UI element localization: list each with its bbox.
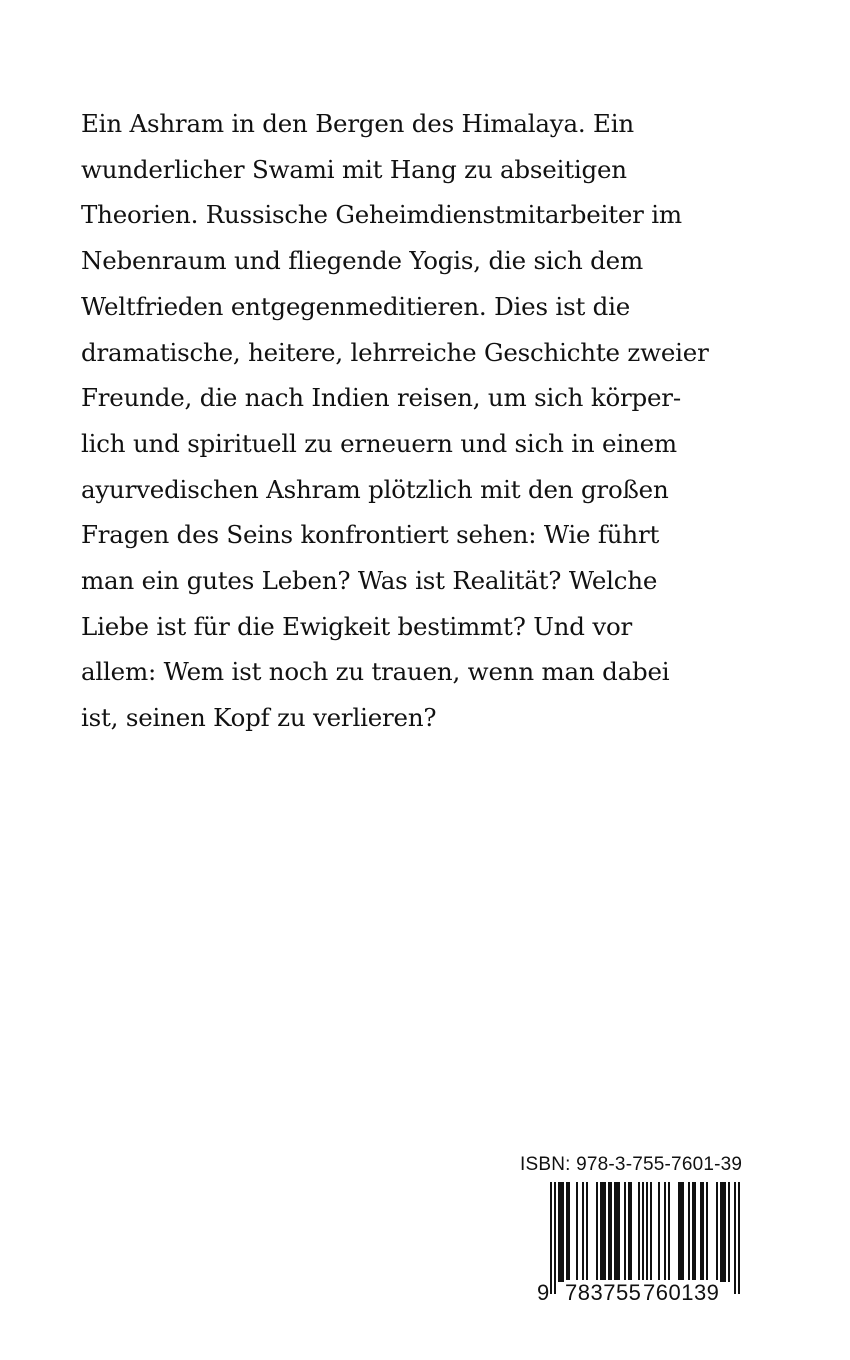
barcode-bar xyxy=(568,1182,570,1282)
barcode-bar xyxy=(668,1182,670,1282)
barcode-bar xyxy=(658,1182,660,1282)
barcode-bar xyxy=(700,1182,702,1282)
barcode-bar xyxy=(586,1182,588,1282)
barcode-bar xyxy=(728,1182,730,1282)
barcode-bar xyxy=(680,1182,682,1282)
barcode-bar xyxy=(650,1182,652,1282)
barcode-bar xyxy=(646,1182,648,1294)
barcode-digits xyxy=(520,1280,748,1306)
barcode-bar xyxy=(722,1182,724,1282)
blurb-line: wunderlicher Swami mit Hang zu abseitigen xyxy=(81,154,627,184)
barcode-bar xyxy=(618,1182,620,1282)
barcode-bar xyxy=(610,1182,612,1282)
barcode-bar xyxy=(576,1182,578,1282)
blurb-line: ayurvedischen Ashram plötzlich mit den großen xyxy=(81,474,669,504)
barcode-left-digits: 783755 xyxy=(565,1280,642,1305)
barcode-bar xyxy=(682,1182,684,1282)
barcode-bar xyxy=(600,1182,602,1282)
barcode-bar xyxy=(562,1182,564,1282)
barcode-bar xyxy=(734,1182,736,1294)
barcode-bar xyxy=(688,1182,690,1282)
isbn-block xyxy=(520,1152,748,1322)
blurb-line: Freunde, die nach Indien reisen, um sich körper- xyxy=(81,383,681,413)
barcode-first-digit: 9 xyxy=(537,1280,550,1305)
barcode-bar xyxy=(550,1182,552,1294)
blurb-line: Nebenraum und fliegende Yogis, die sich dem xyxy=(81,246,643,276)
barcode-bar xyxy=(706,1182,708,1282)
barcode-bar xyxy=(642,1182,644,1294)
blurb-line: man ein gutes Leben? Was ist Realität? Welche xyxy=(81,566,658,596)
barcode-bar xyxy=(614,1182,616,1282)
blurb-line: Fragen des Seins konfrontiert sehen: Wie führt xyxy=(81,520,660,550)
barcode-bar xyxy=(692,1182,694,1282)
barcode-bar xyxy=(638,1182,640,1282)
blurb-line: dramatische, heitere, lehrreiche Geschichte zweier xyxy=(81,337,709,367)
barcode xyxy=(520,1182,748,1322)
blurb-line: Liebe ist für die Ewigkeit bestimmt? Und vor xyxy=(81,611,633,641)
blurb-line: Weltfrieden entgegenmeditieren. Dies ist die xyxy=(81,291,631,321)
barcode-bar xyxy=(664,1182,666,1282)
blurb-line: Ein Ashram in den Bergen des Himalaya. Ein xyxy=(81,109,634,138)
blurb-line: ist, seinen Kopf zu verlieren? xyxy=(81,703,437,733)
barcode-bar xyxy=(694,1182,696,1282)
barcode-bar xyxy=(602,1182,604,1282)
barcode-bar xyxy=(560,1182,562,1282)
blurb-line: allem: Wem ist noch zu trauen, wenn man dabei xyxy=(81,657,670,687)
barcode-bar xyxy=(702,1182,704,1282)
barcode-right-digits: 760139 xyxy=(643,1280,720,1305)
barcode-bar xyxy=(738,1182,740,1294)
barcode-bar xyxy=(724,1182,726,1282)
barcode-bar xyxy=(596,1182,598,1282)
barcode-bar xyxy=(566,1182,568,1282)
barcode-bar xyxy=(716,1182,718,1282)
back-cover-blurb xyxy=(81,101,781,741)
barcode-bar xyxy=(624,1182,626,1282)
barcode-bar xyxy=(720,1182,722,1282)
blurb-line: Theorien. Russische Geheimdienstmitarbeiter im xyxy=(81,200,682,230)
barcode-bar xyxy=(628,1182,630,1282)
barcode-bar xyxy=(558,1182,560,1282)
blurb-line: lich und spirituell zu erneuern und sich in einem xyxy=(81,428,677,458)
barcode-bar xyxy=(582,1182,584,1282)
barcode-bar xyxy=(678,1182,680,1282)
isbn-label: ISBN: 978-3-755-7601-39 xyxy=(520,1154,743,1175)
barcode-bar xyxy=(608,1182,610,1282)
barcode-bar xyxy=(630,1182,632,1282)
barcode-bar xyxy=(554,1182,556,1294)
barcode-bar xyxy=(604,1182,606,1282)
barcode-bar xyxy=(616,1182,618,1282)
